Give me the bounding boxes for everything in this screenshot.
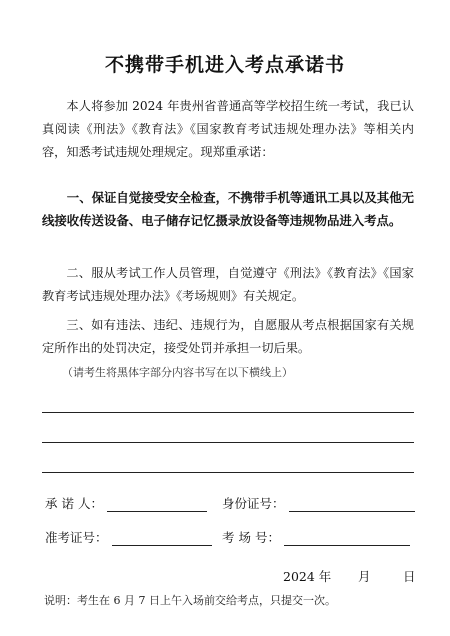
id-number-blank[interactable] <box>289 497 415 512</box>
handwriting-line-1[interactable] <box>42 412 414 413</box>
commitment-item-2: 二、服从考试工作人员管理，自觉遵守《刑法》《教育法》《国家教育考试违规处理办法》《考场规则》有关规定。 <box>42 266 414 303</box>
date-day: 日 <box>403 569 416 584</box>
intro-paragraph: 本人将参加 2024 年贵州省普通高等学校招生统一考试，我已认真阅读《刑法》《教育法》《国家教育考试违规处理办法》等相关内容，知悉考试违规处理规定。现郑重承诺： <box>42 99 414 159</box>
admission-ticket-label: 准考证号： <box>45 530 108 545</box>
date-year: 2024 年 <box>283 569 332 584</box>
commitment-item-1: 一、保证自觉接受安全检查，不携带手机等通讯工具以及其他无线接收传送设备、电子储存记忆摄录放设备等违规物品进入考点。 <box>42 190 414 228</box>
admission-ticket-field <box>45 528 212 546</box>
promiser-field <box>45 494 207 512</box>
id-number-label: 身份证号： <box>222 496 285 511</box>
commitment-item-3: 三、如有违法、违纪、违规行为，自愿服从考点根据国家有关规定所作出的处罚决定，接受处罚并承担一切后果。 <box>42 318 414 355</box>
handwriting-line-2[interactable] <box>42 442 414 443</box>
id-number-field <box>222 494 415 512</box>
exam-room-field <box>222 528 410 546</box>
copy-instruction-note: （请考生将黑体字部分内容书写在以下横线上） <box>62 366 293 379</box>
admission-ticket-blank[interactable] <box>112 531 212 546</box>
promiser-blank[interactable] <box>107 497 207 512</box>
exam-room-label: 考 场 号： <box>222 530 280 545</box>
document-title: 不携带手机进入考点承诺书 <box>104 54 345 76</box>
exam-room-blank[interactable] <box>284 531 410 546</box>
footnote-instruction: 说明：考生在 6 月 7 日上午入场前交给考点，只提交一次。 <box>44 594 336 607</box>
promiser-label: 承 诺 人： <box>45 496 103 511</box>
date-month: 月 <box>358 569 371 584</box>
handwriting-line-3[interactable] <box>42 472 414 473</box>
